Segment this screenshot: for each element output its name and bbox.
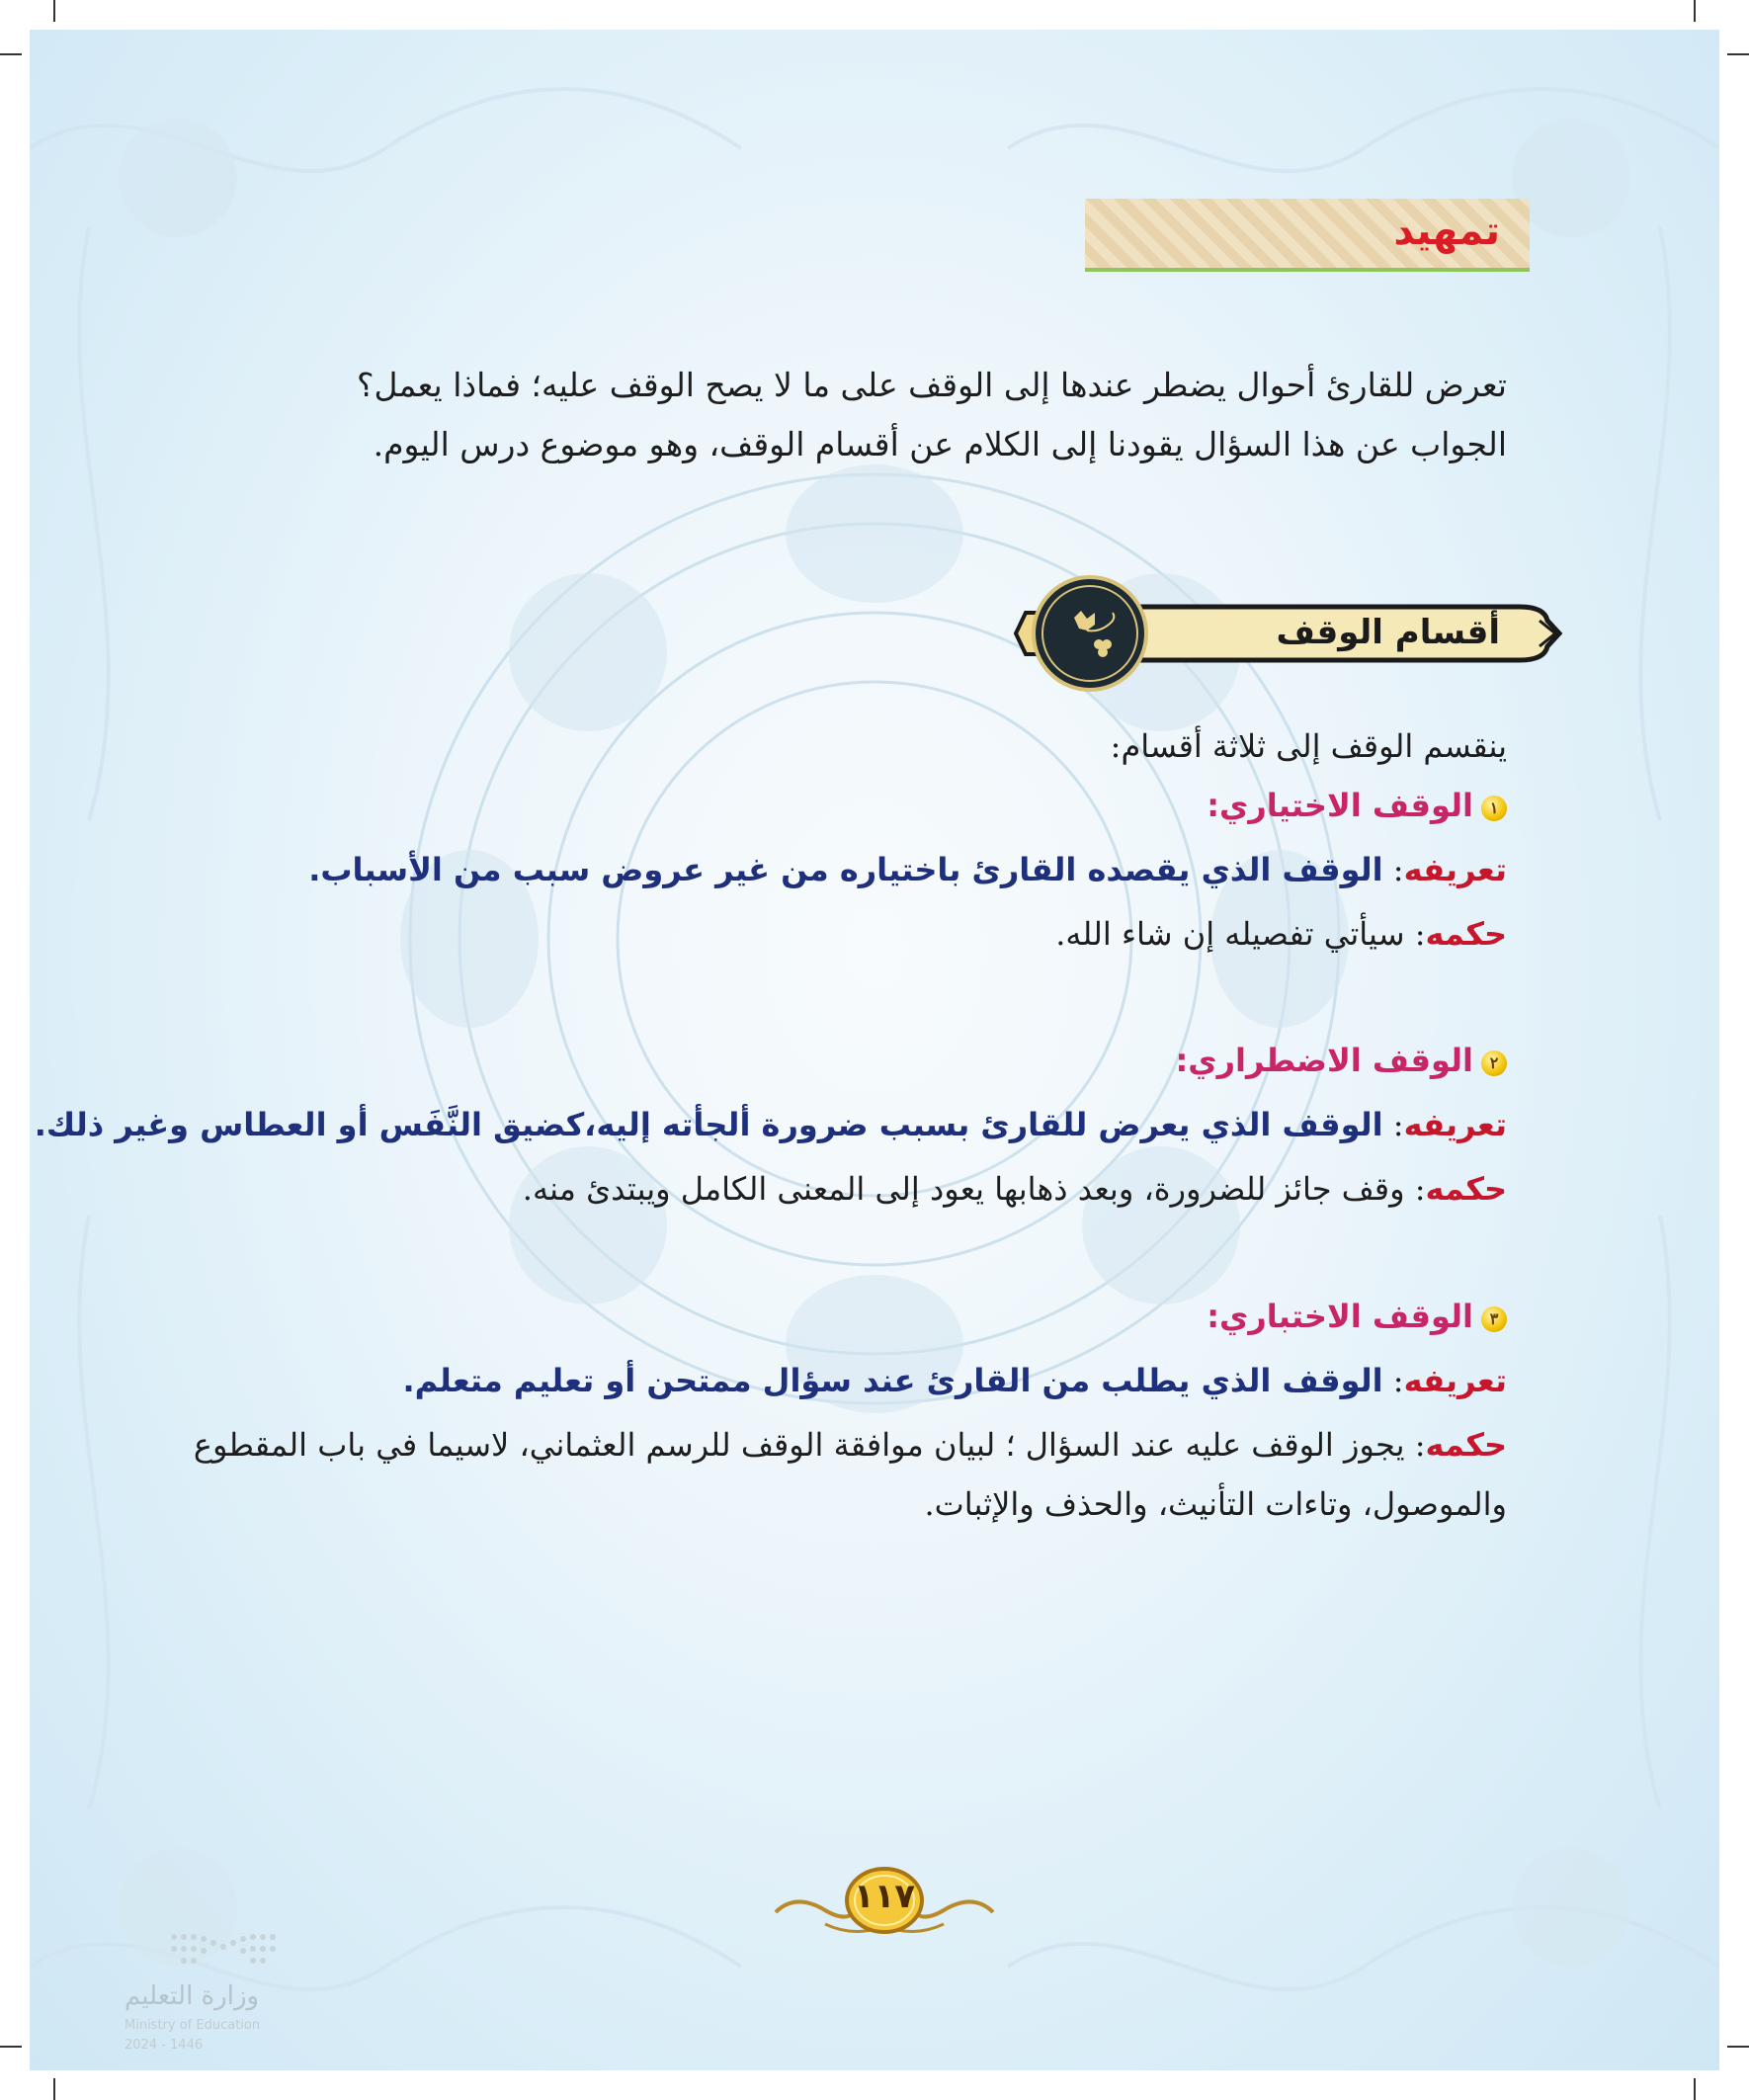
intro-line-2: الجواب عن هذا السؤال يقودنا إلى الكلام عن أقسام الوقف، وهو موضوع درس اليوم. (373, 425, 1507, 463)
crop-mark (1694, 0, 1696, 22)
item-2-title-line (1175, 1036, 1507, 1085)
ministry-logo (125, 1927, 292, 2065)
item-1-ruling-line: حكمه: سيأتي تفصيله إن شاء الله. (1055, 915, 1507, 953)
intro-line-1: تعرض للقارئ أحوال يضطر عندها إلى الوقف على ما لا يصح الوقف عليه؛ فماذا يعمل؟ (357, 366, 1507, 404)
item-3-definition: الوقف الذي يطلب من القارئ عند سؤال ممتحن أو تعليم متعلم. (402, 1362, 1383, 1399)
crop-mark (0, 53, 22, 55)
item-1-ruling: سيأتي تفصيله إن شاء الله. (1055, 915, 1405, 953)
crop-mark (1727, 53, 1749, 55)
item-3-ruling-line: حكمه: يجوز الوقف عليه عند السؤال ؛ لبيان موافقة الوقف للرسم العثماني، لاسيما في باب المقطوع (193, 1426, 1507, 1464)
item-1-definition: الوقف الذي يقصده القارئ باختياره من غير عروض سبب من الأسباب. (308, 851, 1383, 888)
ministry-name-ar: وزارة التعليم (125, 1981, 260, 2011)
intro-heading: تمهيد (1393, 209, 1500, 254)
ruling-label: حكمه (1425, 1170, 1507, 1208)
item-number-badge: ٣ (1481, 1306, 1507, 1332)
intro-heading-banner (1085, 199, 1530, 272)
item-1-title-line (1207, 781, 1507, 830)
item-2-ruling: وقف جائز للضرورة، وبعد ذهابها يعود إلى المعنى الكامل ويبتدئ منه. (522, 1170, 1405, 1208)
section-title: أقسام الوقف (1276, 613, 1500, 652)
ruling-label: حكمه (1425, 1426, 1507, 1464)
definition-label: تعريفه (1403, 1362, 1507, 1399)
ministry-name-en: Ministry of Education (125, 2018, 261, 2033)
item-3-ruling-line-2: والموصول، وتاءات التأنيث، والحذف والإثبات. (924, 1485, 1507, 1523)
edition-year: 2024 - 1446 (125, 2038, 204, 2053)
item-2-title: الوقف الاضطراري: (1175, 1042, 1473, 1079)
definition-label: تعريفه (1403, 851, 1507, 888)
item-2-ruling-line: حكمه: وقف جائز للضرورة، وبعد ذهابها يعود إلى المعنى الكامل ويبتدئ منه. (522, 1170, 1507, 1208)
crop-mark (1694, 2078, 1696, 2100)
item-3-ruling-1: يجوز الوقف عليه عند السؤال ؛ لبيان موافقة الوقف للرسم العثماني، لاسيما في باب المقطوع (193, 1426, 1405, 1464)
section-heading-ribbon (1006, 573, 1569, 694)
item-3-title-line (1207, 1292, 1507, 1341)
crop-mark (1727, 2046, 1749, 2048)
grape-leaf-icon (1030, 573, 1150, 694)
item-number-badge: ٢ (1481, 1050, 1507, 1076)
page-number-ornament (766, 1863, 1003, 1942)
section-lead: ينقسم الوقف إلى ثلاثة أقسام: (1110, 727, 1507, 765)
item-3-title: الوقف الاختباري: (1207, 1298, 1473, 1335)
book-page (30, 30, 1719, 2070)
page-number: ١١٧ (853, 1877, 916, 1916)
crop-mark (0, 2046, 22, 2048)
item-1-definition-line: تعريفه: الوقف الذي يقصده القارئ باختياره من غير عروض سبب من الأسباب. (308, 851, 1507, 888)
item-number-badge: ١ (1481, 796, 1507, 821)
item-2-definition-line: تعريفه: الوقف الذي يعرض للقارئ بسبب ضرورة ألجأته إليه،كضيق النَّفَس أو العطاس وغير ذلك. (34, 1106, 1507, 1143)
ministry-logo-mark (164, 1927, 283, 1967)
definition-label: تعريفه (1403, 1106, 1507, 1143)
item-1-title: الوقف الاختياري: (1207, 787, 1473, 824)
item-3-definition-line: تعريفه: الوقف الذي يطلب من القارئ عند سؤال ممتحن أو تعليم متعلم. (402, 1362, 1507, 1399)
item-2-definition: الوقف الذي يعرض للقارئ بسبب ضرورة ألجأته إليه،كضيق النَّفَس أو العطاس وغير ذلك. (34, 1106, 1383, 1143)
crop-mark (53, 0, 55, 22)
ruling-label: حكمه (1425, 915, 1507, 953)
crop-mark (53, 2078, 55, 2100)
